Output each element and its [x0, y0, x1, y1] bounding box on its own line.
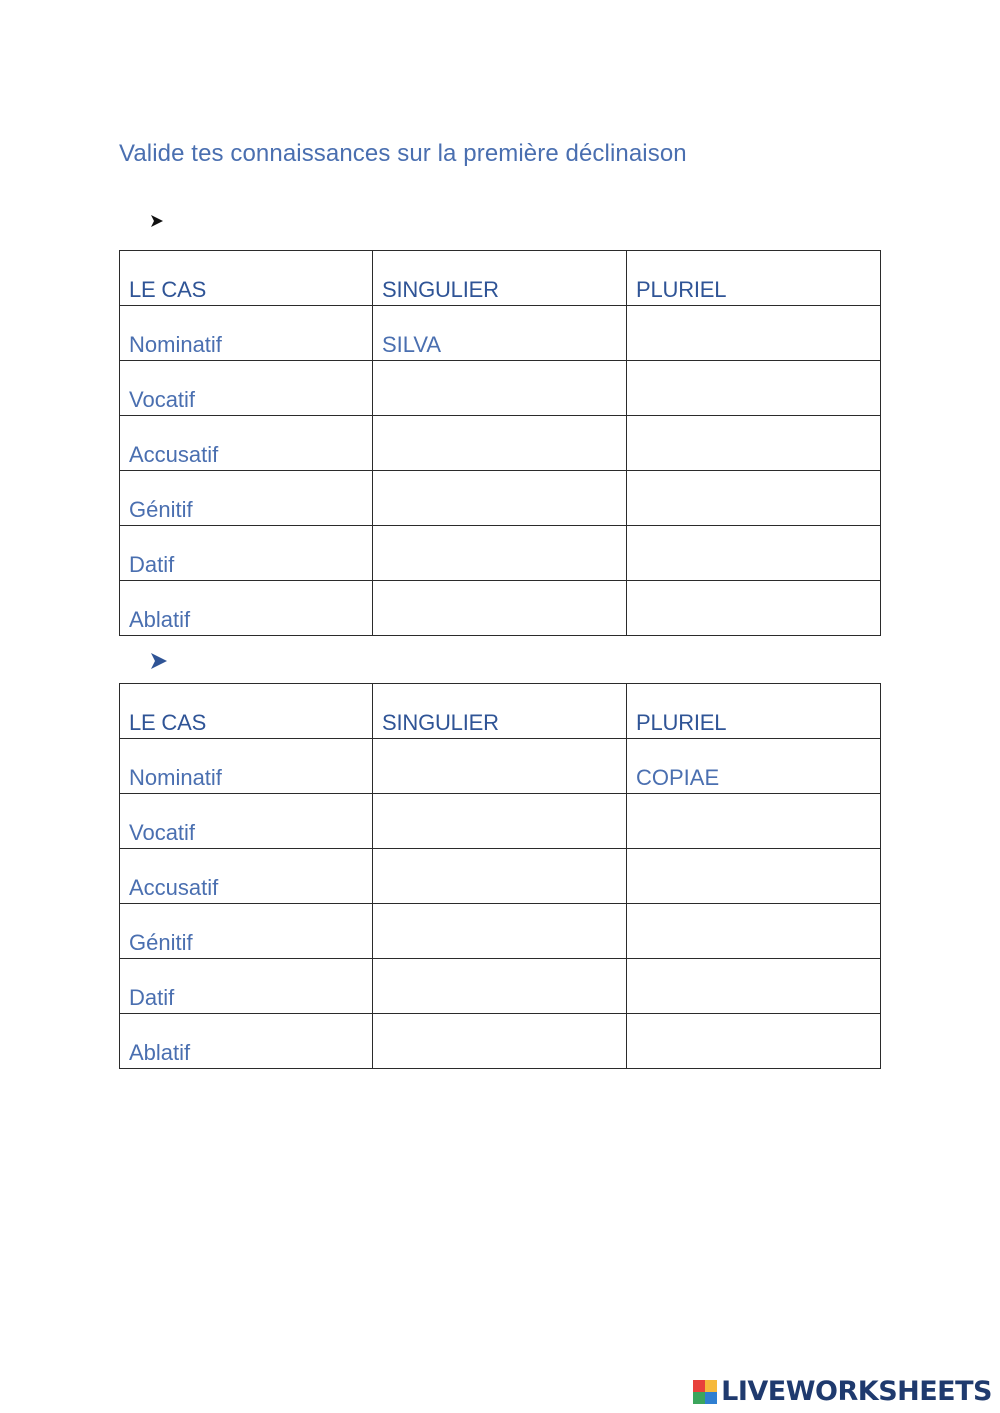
case-name: Génitif	[120, 471, 373, 526]
table-row	[120, 361, 881, 416]
singular-answer-cell[interactable]	[373, 904, 627, 959]
table-row	[120, 739, 881, 794]
singular-answer-cell[interactable]	[373, 471, 627, 526]
case-name: Datif	[120, 959, 373, 1014]
case-name: Accusatif	[120, 849, 373, 904]
singular-answer-cell[interactable]	[373, 959, 627, 1014]
header-plural: PLURIEL	[627, 251, 881, 306]
singular-answer-cell[interactable]	[373, 526, 627, 581]
header-singular: SINGULIER	[373, 251, 627, 306]
header-singular: SINGULIER	[373, 684, 627, 739]
case-name: Datif	[120, 526, 373, 581]
case-name: Accusatif	[120, 416, 373, 471]
page-title: Valide tes connaissances sur la première déclinaison	[119, 140, 687, 167]
liveworksheets-watermark[interactable]	[693, 1376, 992, 1407]
table-row	[120, 959, 881, 1014]
table-row	[120, 306, 881, 361]
table-row	[120, 471, 881, 526]
plural-answer-cell[interactable]	[627, 1014, 881, 1069]
table-row	[120, 849, 881, 904]
declension-table-2	[119, 683, 881, 1069]
case-name: Ablatif	[120, 581, 373, 636]
arrowhead-bullet-icon	[150, 214, 168, 232]
table-row	[120, 794, 881, 849]
case-name: Vocatif	[120, 794, 373, 849]
header-case: LE CAS	[120, 684, 373, 739]
arrowhead-bullet-icon	[150, 652, 168, 670]
plural-answer-cell[interactable]	[627, 306, 881, 361]
case-name: Ablatif	[120, 1014, 373, 1069]
plural-answer-cell[interactable]: COPIAE	[627, 739, 881, 794]
table-header-row	[120, 251, 881, 306]
table-row	[120, 904, 881, 959]
watermark-text: LIVEWORKSHEETS	[721, 1376, 992, 1407]
plural-answer-cell[interactable]	[627, 416, 881, 471]
table-row	[120, 581, 881, 636]
singular-answer-cell[interactable]	[373, 739, 627, 794]
singular-answer-cell[interactable]	[373, 361, 627, 416]
liveworksheets-logo-icon	[693, 1380, 717, 1404]
plural-answer-cell[interactable]	[627, 959, 881, 1014]
case-name: Nominatif	[120, 306, 373, 361]
singular-answer-cell[interactable]	[373, 581, 627, 636]
case-name: Génitif	[120, 904, 373, 959]
plural-answer-cell[interactable]	[627, 361, 881, 416]
singular-answer-cell[interactable]	[373, 794, 627, 849]
plural-answer-cell[interactable]	[627, 849, 881, 904]
case-name: Vocatif	[120, 361, 373, 416]
plural-answer-cell[interactable]	[627, 526, 881, 581]
table-row	[120, 526, 881, 581]
singular-answer-cell[interactable]: SILVA	[373, 306, 627, 361]
table-header-row	[120, 684, 881, 739]
plural-answer-cell[interactable]	[627, 581, 881, 636]
case-name: Nominatif	[120, 739, 373, 794]
plural-answer-cell[interactable]	[627, 794, 881, 849]
header-plural: PLURIEL	[627, 684, 881, 739]
plural-answer-cell[interactable]	[627, 471, 881, 526]
header-case: LE CAS	[120, 251, 373, 306]
declension-table-1	[119, 250, 881, 636]
singular-answer-cell[interactable]	[373, 416, 627, 471]
singular-answer-cell[interactable]	[373, 849, 627, 904]
table-row	[120, 416, 881, 471]
plural-answer-cell[interactable]	[627, 904, 881, 959]
table-row	[120, 1014, 881, 1069]
singular-answer-cell[interactable]	[373, 1014, 627, 1069]
